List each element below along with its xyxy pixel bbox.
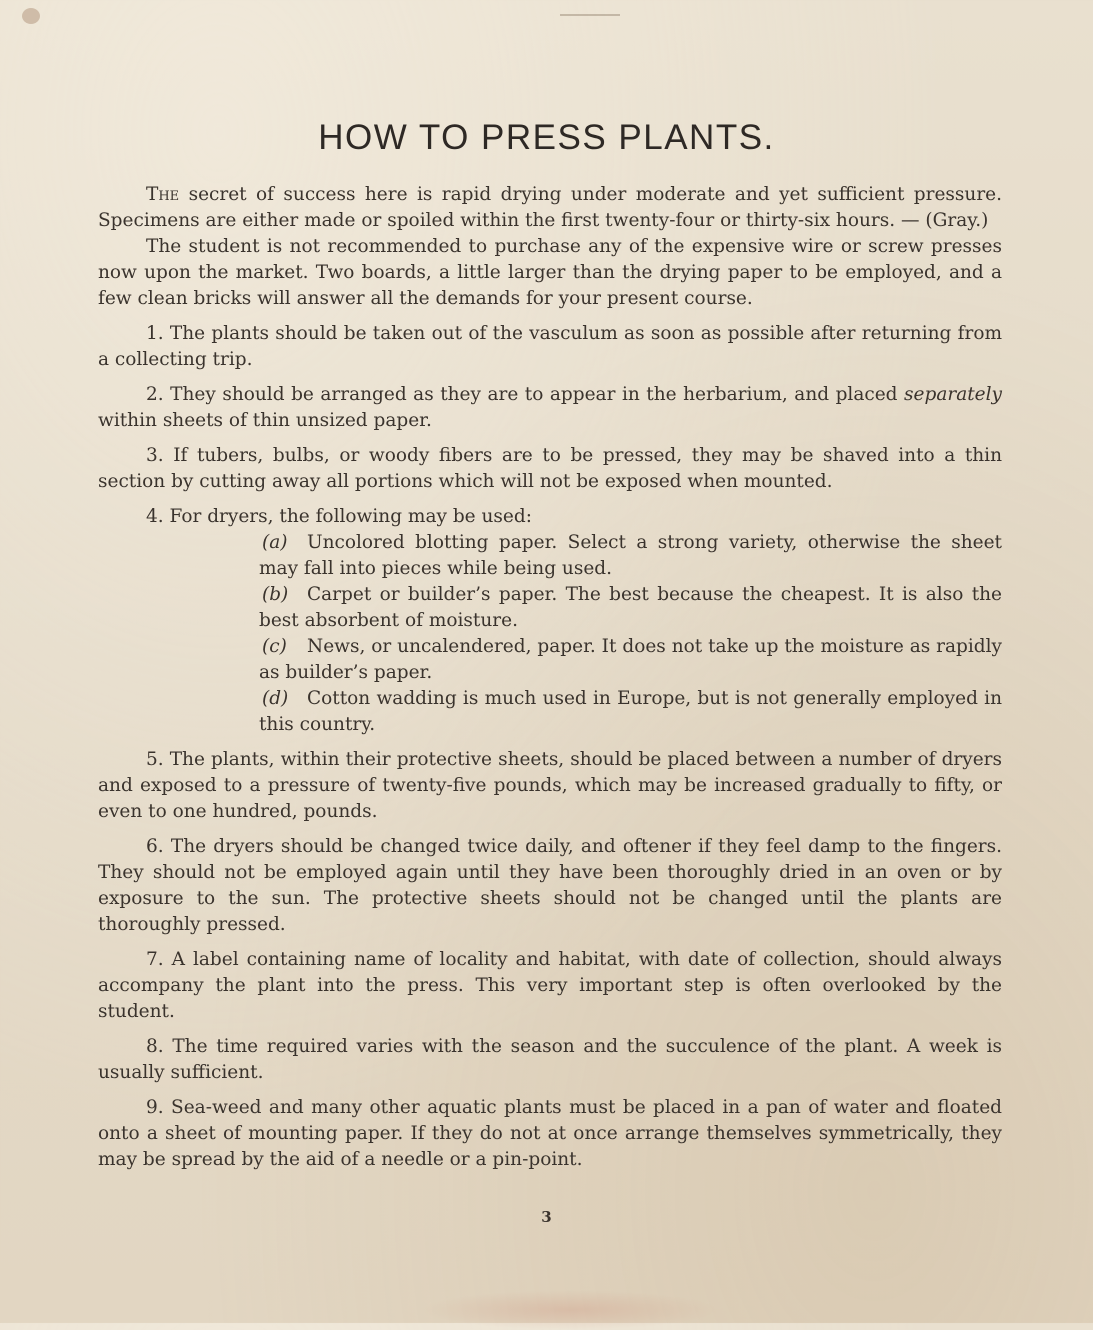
item-1: 1. The plants should be taken out of the vasculum as soon as possible after returning from a collecting trip. bbox=[98, 323, 1002, 370]
body-text bbox=[98, 182, 1002, 1173]
intro-paragraph-2: The student is not recommended to purchase any of the expensive wire or screw presses now upon the market. Two boards, a little larger than the drying paper to be employed, and a few clean bricks will answer all the demands for your present course. bbox=[98, 236, 1002, 309]
dryer-label: (d) bbox=[262, 688, 289, 709]
item-3: 3. If tubers, bulbs, or woody fibers are to be pressed, they may be shaved into a thin section by cutting away all portions which will not be exposed when mounted. bbox=[98, 445, 1002, 492]
item-4: 4. For dryers, the following may be used: bbox=[146, 506, 532, 527]
item-2-text-a: 2. They should be arranged as they are to appear in the herbarium, and placed bbox=[146, 384, 905, 405]
page-title: HOW TO PRESS PLANTS. bbox=[318, 118, 775, 157]
page-number: 3 bbox=[541, 1208, 552, 1226]
top-mark bbox=[560, 0, 620, 16]
item-6: 6. The dryers should be changed twice daily, and oftener if they feel damp to the fingers. They should not be employed again until they have been thoroughly dried in an oven or by exposure to the sun. The protective sheets should not be changed until the plants are thoroughly pressed. bbox=[98, 836, 1002, 935]
dryer-text: Cotton wadding is much used in Europe, but is not generally employed in this country. bbox=[259, 688, 1002, 735]
drop-lead-word: The bbox=[146, 184, 180, 205]
item-2-emphasis: separately bbox=[904, 384, 1002, 405]
dryer-text: News, or uncalendered, paper. It does not take up the moisture as rapidly as builder’s paper. bbox=[259, 636, 1002, 683]
dryer-item-d bbox=[214, 686, 1002, 738]
dryer-item-c bbox=[214, 634, 1002, 686]
dryer-text: Carpet or builder’s paper. The best because the cheapest. It is also the best absorbent of moisture. bbox=[259, 584, 1002, 631]
stain-mark bbox=[22, 8, 40, 24]
item-9: 9. Sea-weed and many other aquatic plants must be placed in a pan of water and floated onto a sheet of mounting paper. If they do not at once arrange themselves symmetrically, they may be spread by the aid of a needle or a pin-point. bbox=[98, 1097, 1002, 1170]
dryer-item-a bbox=[214, 530, 1002, 582]
dryer-label: (a) bbox=[262, 532, 288, 553]
dryer-label: (b) bbox=[262, 584, 289, 605]
intro-paragraph-1-text: secret of success here is rapid drying under moderate and yet sufficient pressure. Specimens are either made or spoiled within the first twenty-four or thirty-six hours. — (Gray.) bbox=[98, 184, 1002, 231]
item-2 bbox=[98, 382, 1002, 434]
item-5: 5. The plants, within their protective sheets, should be placed between a number of dryers and exposed to a pressure of twenty-five pounds, which may be increased gradually to fifty, or even to one hundred, pounds. bbox=[98, 749, 1002, 822]
dryer-list bbox=[98, 530, 1002, 738]
dryer-label: (c) bbox=[262, 636, 287, 657]
intro-paragraph-1 bbox=[98, 182, 1002, 234]
dryer-item-b bbox=[214, 582, 1002, 634]
dryer-text: Uncolored blotting paper. Select a strong variety, otherwise the sheet may fall into pieces while being used. bbox=[259, 532, 1002, 579]
item-2-text-b: within sheets of thin unsized paper. bbox=[98, 410, 432, 431]
item-7: 7. A label containing name of locality and habitat, with date of collection, should always accompany the plant into the press. This very important step is often overlooked by the student. bbox=[98, 949, 1002, 1022]
item-8: 8. The time required varies with the season and the succulence of the plant. A week is usually sufficient. bbox=[98, 1036, 1002, 1083]
bottom-stain bbox=[420, 1290, 720, 1330]
